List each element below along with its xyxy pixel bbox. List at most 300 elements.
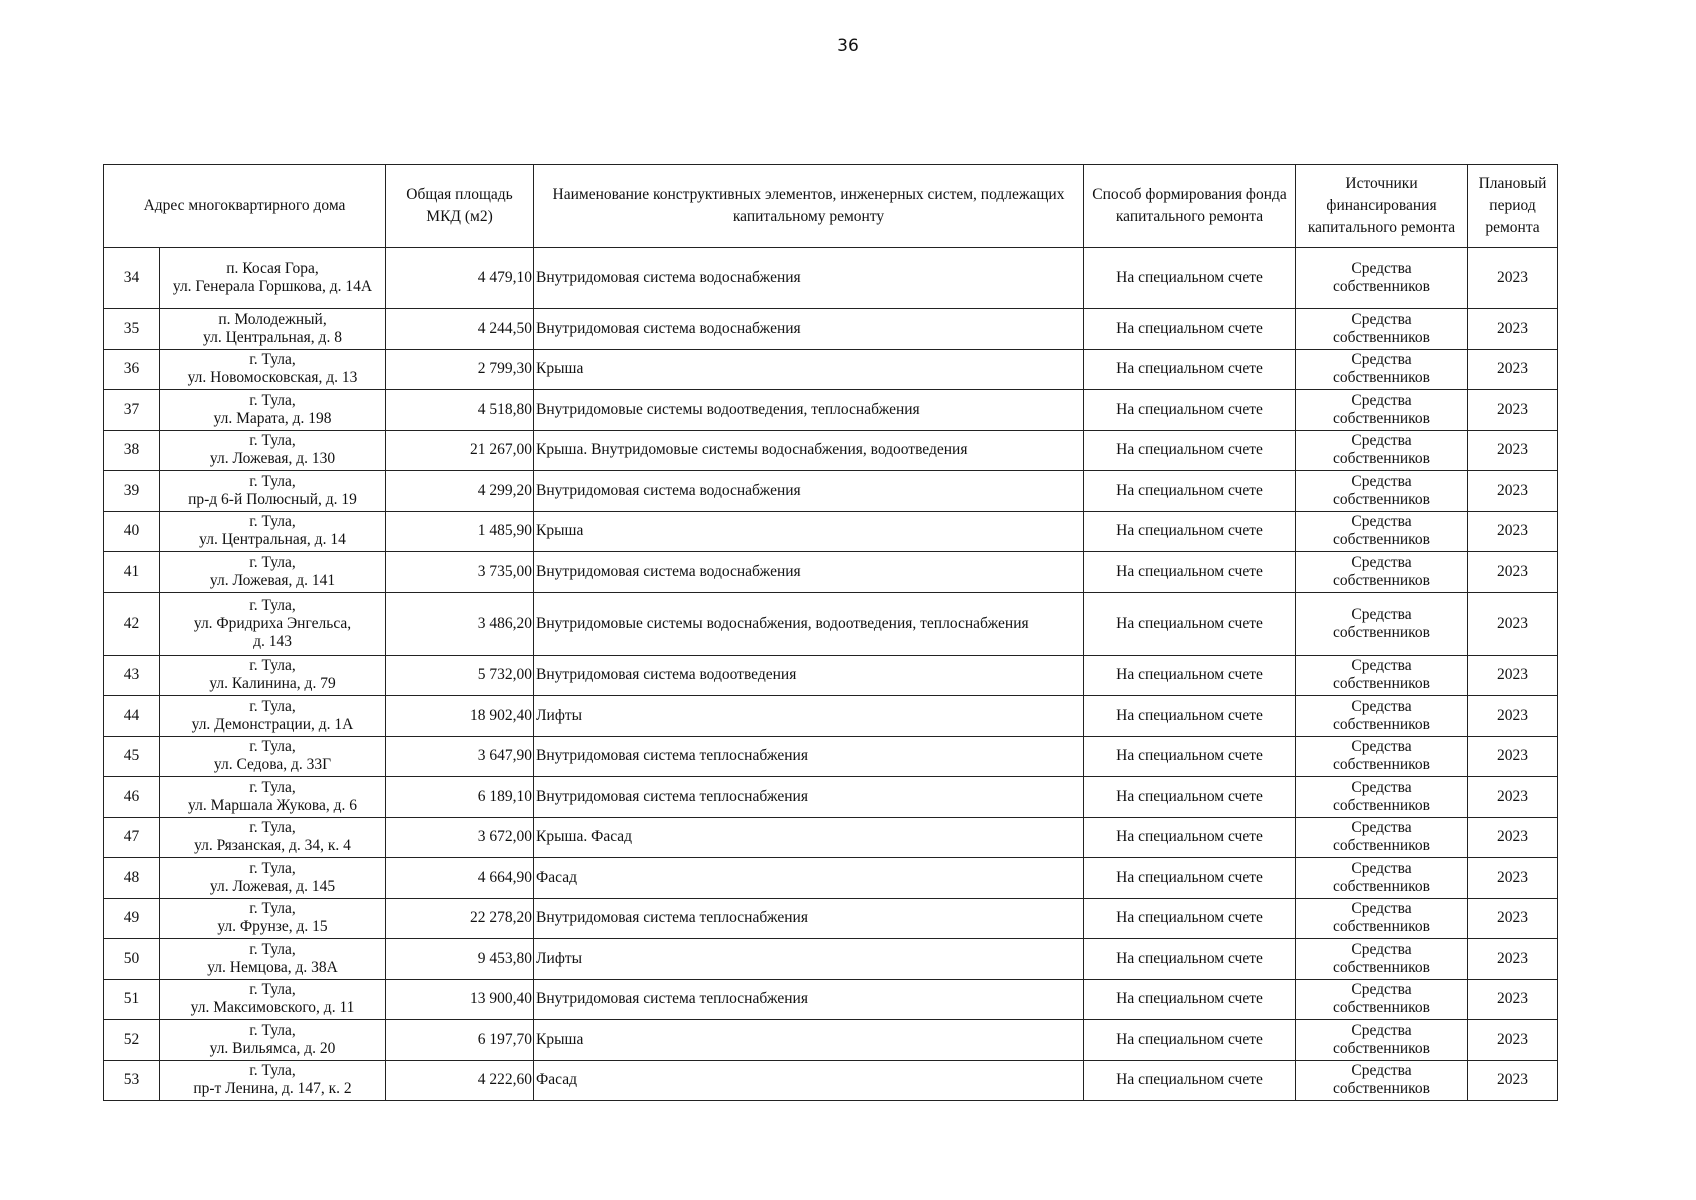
elements-cell (534, 736, 1084, 777)
elements-cell (534, 511, 1084, 552)
source-line: Средства (1351, 1062, 1412, 1080)
method-cell (1084, 777, 1296, 818)
address-cell (160, 349, 386, 390)
area-cell (386, 655, 534, 696)
area-cell (386, 552, 534, 593)
source-cell (1296, 777, 1468, 818)
address-line: г. Тула, (249, 657, 296, 675)
period-cell (1468, 349, 1558, 390)
method-cell (1084, 471, 1296, 512)
row-number-cell (104, 736, 160, 777)
table-row (104, 655, 1558, 696)
area-cell (386, 592, 534, 655)
row-number-cell (104, 592, 160, 655)
method-cell (1084, 939, 1296, 980)
method-text: На специальном счете (1116, 666, 1263, 684)
address-line: ул. Центральная, д. 8 (203, 328, 342, 346)
row-number: 48 (123, 868, 140, 886)
address-line: п. Молодежный, (218, 310, 327, 328)
address-cell (160, 390, 386, 431)
source-cell (1296, 939, 1468, 980)
area-cell (386, 349, 534, 390)
address-line: ул. Фридриха Энгельса, (193, 614, 352, 632)
period-cell (1468, 592, 1558, 655)
method-cell (1084, 655, 1296, 696)
elements-text: Внутридомовая система водоснабжения (536, 319, 801, 337)
method-cell (1084, 858, 1296, 899)
elements-cell (534, 349, 1084, 390)
period-cell (1468, 248, 1558, 309)
table-row (104, 858, 1558, 899)
area-cell (386, 1020, 534, 1061)
address-line: г. Тула, (249, 432, 296, 450)
row-number: 50 (123, 949, 140, 967)
address-line: ул. Вильямса, д. 20 (209, 1039, 336, 1057)
elements-cell (534, 430, 1084, 471)
elements-text: Крыша. Фасад (536, 828, 633, 846)
area-value: 13 900,40 (470, 990, 533, 1008)
method-cell (1084, 552, 1296, 593)
row-number-cell (104, 471, 160, 512)
row-number: 44 (123, 706, 140, 724)
method-cell (1084, 390, 1296, 431)
method-text: На специальном счете (1116, 614, 1263, 632)
period-cell (1468, 430, 1558, 471)
period-value: 2023 (1497, 1071, 1529, 1089)
elements-text: Крыша. Внутридомовые системы водоснабжения, водоотведения (536, 441, 968, 459)
elements-cell (534, 471, 1084, 512)
source-line: собственников (1333, 715, 1430, 733)
source-line: Средства (1351, 778, 1412, 796)
source-cell (1296, 309, 1468, 350)
table-row (104, 390, 1558, 431)
method-cell (1084, 349, 1296, 390)
period-value: 2023 (1497, 481, 1529, 499)
source-cell (1296, 390, 1468, 431)
address-cell (160, 309, 386, 350)
row-number: 34 (123, 269, 140, 286)
area-value: 4 222,60 (477, 1071, 533, 1089)
method-text: На специальном счете (1116, 400, 1263, 418)
period-cell (1468, 898, 1558, 939)
area-cell (386, 248, 534, 309)
source-line: Средства (1351, 553, 1412, 571)
address-line: ул. Рязанская, д. 34, к. 4 (194, 837, 351, 855)
capital-repair-table (103, 164, 1558, 1101)
source-line: собственников (1333, 675, 1430, 693)
header-period: Плановый период ремонта (1468, 165, 1558, 248)
period-cell (1468, 817, 1558, 858)
address-line: ул. Новомосковская, д. 13 (187, 369, 358, 387)
elements-cell (534, 309, 1084, 350)
header-source: Источники финансирования капитального ремонта (1296, 165, 1468, 248)
address-cell (160, 430, 386, 471)
area-cell (386, 390, 534, 431)
address-cell (160, 696, 386, 737)
table-row (104, 898, 1558, 939)
method-text: На специальном счете (1116, 909, 1263, 927)
address-cell (160, 471, 386, 512)
area-value: 3 486,20 (477, 614, 533, 632)
table-row (104, 736, 1558, 777)
row-number-cell (104, 696, 160, 737)
table-row (104, 248, 1558, 309)
source-line: собственников (1333, 999, 1430, 1017)
row-number-cell (104, 1020, 160, 1061)
row-number-cell (104, 430, 160, 471)
table-row (104, 979, 1558, 1020)
row-number-cell (104, 511, 160, 552)
address-line: г. Тула, (249, 697, 296, 715)
area-cell (386, 858, 534, 899)
period-cell (1468, 858, 1558, 899)
source-cell (1296, 979, 1468, 1020)
address-cell (160, 939, 386, 980)
row-number: 38 (123, 441, 140, 459)
source-line: собственников (1333, 756, 1430, 774)
period-value: 2023 (1497, 747, 1529, 765)
method-cell (1084, 592, 1296, 655)
elements-text: Внутридомовая система водоотведения (536, 666, 797, 684)
method-text: На специальном счете (1116, 319, 1263, 337)
method-text: На специальном счете (1116, 1071, 1263, 1089)
address-line: ул. Ложевая, д. 141 (209, 571, 336, 589)
period-cell (1468, 309, 1558, 350)
source-cell (1296, 736, 1468, 777)
address-cell (160, 1020, 386, 1061)
address-cell (160, 979, 386, 1020)
source-line: собственников (1333, 490, 1430, 508)
source-line: Средства (1351, 738, 1412, 756)
source-line: Средства (1351, 605, 1412, 623)
source-line: собственников (1333, 278, 1430, 295)
area-value: 3 672,00 (477, 828, 533, 846)
method-text: На специальном счете (1116, 441, 1263, 459)
source-cell (1296, 248, 1468, 309)
area-cell (386, 979, 534, 1020)
source-cell (1296, 349, 1468, 390)
period-cell (1468, 471, 1558, 512)
period-cell (1468, 552, 1558, 593)
source-cell (1296, 552, 1468, 593)
area-value: 21 267,00 (470, 441, 533, 459)
header-area: Общая площадь МКД (м2) (386, 165, 534, 248)
method-text: На специальном счете (1116, 990, 1263, 1008)
method-text: На специальном счете (1116, 868, 1263, 886)
area-value: 3 647,90 (477, 747, 533, 765)
area-value: 3 735,00 (477, 562, 533, 580)
area-value: 6 189,10 (477, 787, 533, 805)
elements-cell (534, 939, 1084, 980)
row-number: 52 (123, 1030, 140, 1048)
period-value: 2023 (1497, 1030, 1529, 1048)
row-number-cell (104, 777, 160, 818)
table-row (104, 1060, 1558, 1101)
source-line: собственников (1333, 958, 1430, 976)
area-value: 18 902,40 (470, 706, 533, 724)
table-row (104, 696, 1558, 737)
source-line: Средства (1351, 432, 1412, 450)
method-text: На специальном счете (1116, 706, 1263, 724)
row-number: 47 (123, 828, 140, 846)
elements-text: Лифты (536, 706, 583, 724)
elements-cell (534, 1020, 1084, 1061)
method-cell (1084, 979, 1296, 1020)
method-cell (1084, 1020, 1296, 1061)
header-method: Способ формирования фонда капитального ремонта (1084, 165, 1296, 248)
period-cell (1468, 979, 1558, 1020)
method-cell (1084, 309, 1296, 350)
table-row (104, 471, 1558, 512)
period-cell (1468, 1060, 1558, 1101)
area-cell (386, 309, 534, 350)
period-value: 2023 (1497, 522, 1529, 540)
address-line: г. Тула, (249, 940, 296, 958)
period-cell (1468, 655, 1558, 696)
source-line: Средства (1351, 391, 1412, 409)
table-row (104, 592, 1558, 655)
address-line: г. Тула, (249, 900, 296, 918)
elements-cell (534, 898, 1084, 939)
address-line: г. Тула, (249, 778, 296, 796)
row-number-cell (104, 979, 160, 1020)
method-text: На специальном счете (1116, 481, 1263, 499)
source-cell (1296, 592, 1468, 655)
source-cell (1296, 1060, 1468, 1101)
period-value: 2023 (1497, 441, 1529, 459)
address-line: г. Тула, (249, 738, 296, 756)
elements-text: Внутридомовая система теплоснабжения (536, 787, 808, 805)
elements-text: Внутридомовая система теплоснабжения (536, 747, 808, 765)
row-number: 37 (123, 400, 140, 418)
elements-cell (534, 1060, 1084, 1101)
elements-text: Крыша (536, 522, 584, 540)
elements-text: Лифты (536, 949, 583, 967)
method-text: На специальном счете (1116, 522, 1263, 540)
address-line: г. Тула, (249, 596, 296, 614)
elements-cell (534, 390, 1084, 431)
source-cell (1296, 471, 1468, 512)
address-line: ул. Демонстрации, д. 1А (191, 715, 354, 733)
period-value: 2023 (1497, 990, 1529, 1008)
period-value: 2023 (1497, 828, 1529, 846)
address-line: ул. Центральная, д. 14 (199, 531, 346, 549)
address-line: г. Тула, (249, 553, 296, 571)
row-number-cell (104, 309, 160, 350)
period-value: 2023 (1497, 868, 1529, 886)
period-cell (1468, 777, 1558, 818)
address-line: пр-т Ленина, д. 147, к. 2 (193, 1080, 352, 1098)
source-line: Средства (1351, 697, 1412, 715)
source-line: Средства (1351, 351, 1412, 369)
source-cell (1296, 430, 1468, 471)
elements-text: Крыша (536, 1030, 584, 1048)
source-line: собственников (1333, 328, 1430, 346)
period-value: 2023 (1497, 614, 1529, 632)
elements-text: Фасад (536, 1071, 577, 1089)
elements-text: Внутридомовая система водоснабжения (536, 562, 801, 580)
period-value: 2023 (1497, 319, 1529, 337)
area-value: 5 732,00 (477, 666, 533, 684)
table-row (104, 430, 1558, 471)
period-cell (1468, 511, 1558, 552)
area-cell (386, 430, 534, 471)
period-value: 2023 (1497, 787, 1529, 805)
area-value: 1 485,90 (477, 522, 533, 540)
address-line: ул. Калинина, д. 79 (209, 675, 336, 693)
area-cell (386, 696, 534, 737)
row-number: 41 (123, 562, 140, 580)
source-line: собственников (1333, 918, 1430, 936)
address-line: ул. Генерала Горшкова, д. 14А (172, 278, 373, 295)
elements-text: Внутридомовая система теплоснабжения (536, 990, 808, 1008)
address-cell (160, 1060, 386, 1101)
method-cell (1084, 511, 1296, 552)
source-line: собственников (1333, 409, 1430, 427)
elements-cell (534, 592, 1084, 655)
period-value: 2023 (1497, 269, 1529, 286)
area-value: 4 244,50 (477, 319, 533, 337)
source-line: собственников (1333, 531, 1430, 549)
source-line: собственников (1333, 369, 1430, 387)
method-cell (1084, 817, 1296, 858)
row-number-cell (104, 349, 160, 390)
address-line: д. 143 (253, 632, 292, 650)
area-value: 2 799,30 (477, 360, 533, 378)
area-cell (386, 471, 534, 512)
area-value: 4 664,90 (477, 868, 533, 886)
row-number-cell (104, 248, 160, 309)
address-line: ул. Марата, д. 198 (213, 409, 332, 427)
address-line: ул. Ложевая, д. 130 (209, 450, 336, 468)
method-cell (1084, 248, 1296, 309)
page-number: 36 (837, 36, 859, 56)
method-cell (1084, 736, 1296, 777)
elements-text: Внутридомовые системы водоснабжения, водоотведения, теплоснабжения (536, 614, 1029, 632)
row-number-cell (104, 817, 160, 858)
header-elements: Наименование конструктивных элементов, инженерных систем, подлежащих капитальному ремонту (534, 165, 1084, 248)
area-value: 9 453,80 (477, 949, 533, 967)
row-number: 40 (123, 522, 140, 540)
row-number: 42 (123, 614, 140, 632)
address-line: г. Тула, (249, 513, 296, 531)
row-number: 43 (123, 666, 140, 684)
row-number-cell (104, 898, 160, 939)
method-text: На специальном счете (1116, 360, 1263, 378)
row-number-cell (104, 858, 160, 899)
area-cell (386, 898, 534, 939)
period-value: 2023 (1497, 562, 1529, 580)
source-line: собственников (1333, 1039, 1430, 1057)
address-cell (160, 511, 386, 552)
address-line: ул. Маршала Жукова, д. 6 (188, 796, 357, 814)
row-number: 35 (123, 319, 140, 337)
address-cell (160, 817, 386, 858)
method-text: На специальном счете (1116, 747, 1263, 765)
address-line: г. Тула, (249, 472, 296, 490)
method-cell (1084, 696, 1296, 737)
row-number: 49 (123, 909, 140, 927)
address-cell (160, 858, 386, 899)
source-line: собственников (1333, 571, 1430, 589)
area-value: 4 518,80 (477, 400, 533, 418)
source-line: Средства (1351, 981, 1412, 999)
table-row (104, 817, 1558, 858)
elements-text: Внутридомовая система водоснабжения (536, 481, 801, 499)
table-row (104, 777, 1558, 818)
address-line: г. Тула, (249, 1062, 296, 1080)
table-row (104, 1020, 1558, 1061)
source-line: Средства (1351, 940, 1412, 958)
row-number: 39 (123, 481, 140, 499)
source-line: Средства (1351, 1021, 1412, 1039)
period-value: 2023 (1497, 909, 1529, 927)
area-cell (386, 939, 534, 980)
elements-cell (534, 777, 1084, 818)
address-line: пр-д 6-й Полюсный, д. 19 (188, 490, 357, 508)
period-cell (1468, 696, 1558, 737)
address-line: г. Тула, (249, 351, 296, 369)
area-value: 4 299,20 (477, 481, 533, 499)
address-line: г. Тула, (249, 1021, 296, 1039)
method-text: На специальном счете (1116, 1030, 1263, 1048)
row-number-cell (104, 1060, 160, 1101)
table-row (104, 939, 1558, 980)
address-line: г. Тула, (249, 981, 296, 999)
method-cell (1084, 1060, 1296, 1101)
elements-text: Крыша (536, 360, 584, 378)
address-cell (160, 777, 386, 818)
period-value: 2023 (1497, 360, 1529, 378)
area-value: 4 479,10 (477, 269, 533, 286)
address-line: ул. Немцова, д. 38А (207, 958, 338, 976)
table-row (104, 511, 1558, 552)
elements-text: Фасад (536, 868, 577, 886)
table-row (104, 552, 1558, 593)
address-line: г. Тула, (249, 819, 296, 837)
source-line: Средства (1351, 260, 1412, 277)
source-line: собственников (1333, 623, 1430, 641)
address-line: г. Тула, (249, 391, 296, 409)
row-number: 53 (123, 1071, 140, 1089)
source-line: Средства (1351, 310, 1412, 328)
period-value: 2023 (1497, 949, 1529, 967)
row-number: 36 (123, 360, 140, 378)
area-value: 22 278,20 (470, 909, 533, 927)
elements-cell (534, 858, 1084, 899)
period-cell (1468, 1020, 1558, 1061)
table-row (104, 309, 1558, 350)
area-cell (386, 1060, 534, 1101)
source-line: Средства (1351, 472, 1412, 490)
period-value: 2023 (1497, 400, 1529, 418)
row-number: 46 (123, 787, 140, 805)
address-cell (160, 655, 386, 696)
row-number: 45 (123, 747, 140, 765)
elements-cell (534, 552, 1084, 593)
period-cell (1468, 736, 1558, 777)
area-cell (386, 511, 534, 552)
source-line: собственников (1333, 1080, 1430, 1098)
elements-text: Внутридомовые системы водоотведения, теплоснабжения (536, 400, 920, 418)
period-cell (1468, 390, 1558, 431)
method-text: На специальном счете (1116, 949, 1263, 967)
address-line: ул. Фрунзе, д. 15 (217, 918, 328, 936)
address-line: г. Тула, (249, 859, 296, 877)
elements-cell (534, 655, 1084, 696)
area-cell (386, 777, 534, 818)
method-text: На специальном счете (1116, 787, 1263, 805)
